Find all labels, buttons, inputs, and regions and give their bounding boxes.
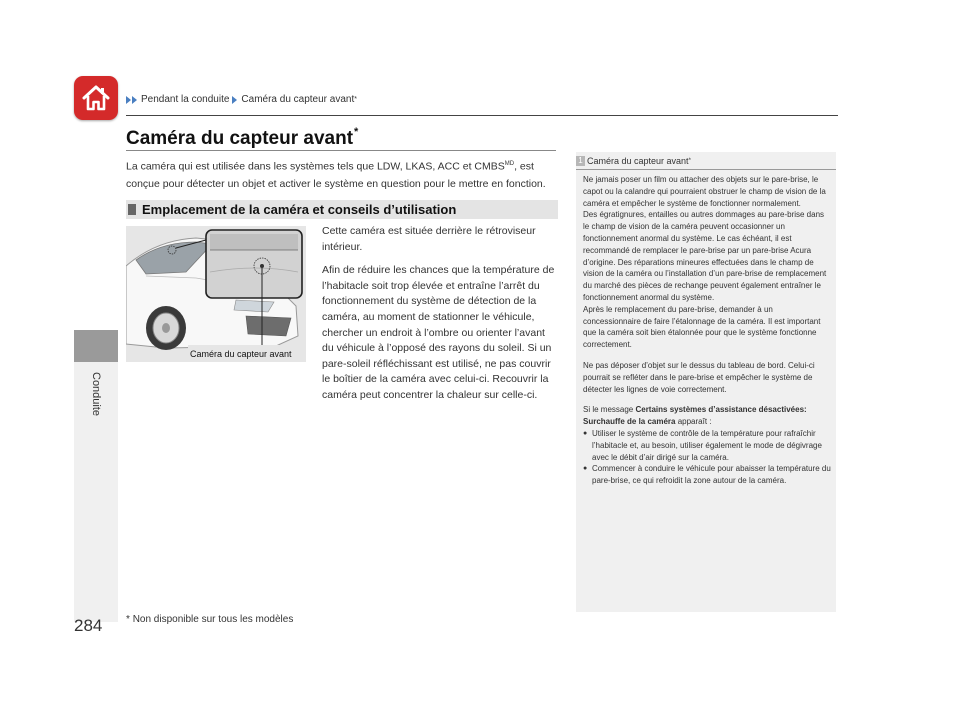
body-paragraph-1: Cette caméra est située derrière le rétroviseur intérieur.	[322, 225, 536, 253]
car-illustration	[126, 226, 306, 362]
sidebar-label	[86, 372, 106, 452]
section-square-icon	[128, 204, 136, 215]
note-bullet-list	[583, 428, 831, 487]
section-heading	[126, 200, 558, 219]
page-title-star: *	[354, 126, 359, 138]
note-rule	[576, 169, 836, 170]
note-bullet-item: ● Commencer à conduire le véhicule pour abaisser la température du pare-brise, ce qui refroidit la zone autour de la caméra.	[583, 463, 831, 487]
note-message-prefix: Si le message	[583, 405, 636, 415]
note-title-text: Caméra du capteur avant	[587, 156, 689, 166]
note-paragraph-1: Ne jamais poser un film ou attacher des objets sur le pare-brise, le capot ou la calandre qui pourraient obstruer le champ de vision de la caméra et empêcher le système de fonctionner normalement.	[583, 175, 826, 208]
triangle-right-icon	[126, 96, 131, 104]
home-button[interactable]	[74, 76, 118, 120]
section-heading-text: Emplacement de la caméra et conseils d’utilisation	[142, 202, 457, 217]
note-title	[576, 156, 691, 166]
note-bullet-item: ● Utiliser le système de contrôle de la température pour rafraîchir l’habitacle et, au besoin, utiliser également le mode de dégivrage avec le débit d’air dirigé sur la caméra.	[583, 428, 831, 463]
triangle-right-icon	[132, 96, 137, 104]
breadcrumb-star: *	[354, 96, 357, 103]
breadcrumb-item-camera: Caméra du capteur avant	[241, 94, 355, 105]
car-front-icon	[126, 226, 306, 362]
header-rule	[126, 115, 838, 116]
note-message-bold: Certains systèmes d’assistance désactivées: Surchauffe de la caméra	[583, 405, 807, 427]
breadcrumb-item-driving[interactable]: Pendant la conduite	[141, 94, 230, 105]
note-paragraph-4: Ne pas déposer d’objet sur le dessus du tableau de bord. Celui-ci pourrait se refléter dans le pare-brise et empêcher le système de détecter les lignes de voie correctement.	[583, 360, 815, 394]
sidebar-label-text: Conduite	[90, 372, 102, 417]
body-text	[322, 224, 558, 412]
breadcrumb	[126, 94, 357, 105]
page-title	[126, 128, 358, 150]
footnote-star: *	[126, 614, 130, 625]
note-paragraph-2: Des égratignures, entailles ou autres dommages au pare-brise dans le champ de vision de la caméra peuvent occasionner un fonctionnement anormal du système. Le cas échéant, il est recommandé de remplacer le pare-brise par un pare-brise Acura d’origine. Des réparations mineures effectuées dans le champ de vision de la caméra ou l’installation d’un pare-brise de remplacement du marché des pièces de rechange peuvent également entraîner le fonctionnement anormal du système.	[583, 210, 827, 302]
page-number: 284	[74, 616, 103, 635]
intro-text-1: La caméra qui est utilisée dans les systèmes tels que LDW, LKAS, ACC et CMBS	[126, 160, 505, 173]
note-message-suffix: apparaît :	[675, 417, 712, 427]
note-title-star: *	[688, 158, 691, 164]
intro-paragraph	[126, 156, 558, 193]
footnote-text: Non disponible sur tous les modèles	[132, 614, 294, 625]
figure-caption: Caméra du capteur avant	[190, 349, 292, 359]
note-message-line	[583, 404, 831, 428]
title-rule	[126, 150, 556, 151]
triangle-right-icon	[232, 96, 237, 104]
sidebar-tab-driving[interactable]	[74, 330, 118, 362]
intro-text-2: , est conçue pour détecter un objet et activer le système en question pour le mettre en fonction.	[126, 160, 546, 190]
body-paragraph-2: Afin de réduire les chances que la température de l’habitacle soit trop élevée et entraîne l’arrêt du fonctionnement du système de détection de la caméra, au moment de stationner le véhicule, chercher un endroit à l’ombre ou orienter l’avant du véhicule à l’opposé des rayons du soleil. Si un pare-soleil réfléchissant est utilisé, ne pas couvrir le boîtier de la caméra avec celui-ci. Recouvrir la caméra peut concentrer la chaleur sur celle-ci.	[322, 264, 555, 401]
note-number-badge: 1	[576, 156, 585, 166]
page-title-text: Caméra du capteur avant	[126, 128, 354, 149]
intro-trademark: MD	[504, 161, 515, 167]
note-paragraph-3: Après le remplacement du pare-brise, demander à un concessionnaire de faire l’étalonnage de la caméra. Il est important que la caméra soit bien étalonnée pour que le système fonctionne correctement.	[583, 304, 821, 350]
note-body	[583, 174, 831, 487]
home-icon	[80, 82, 112, 114]
footnote	[126, 614, 293, 625]
